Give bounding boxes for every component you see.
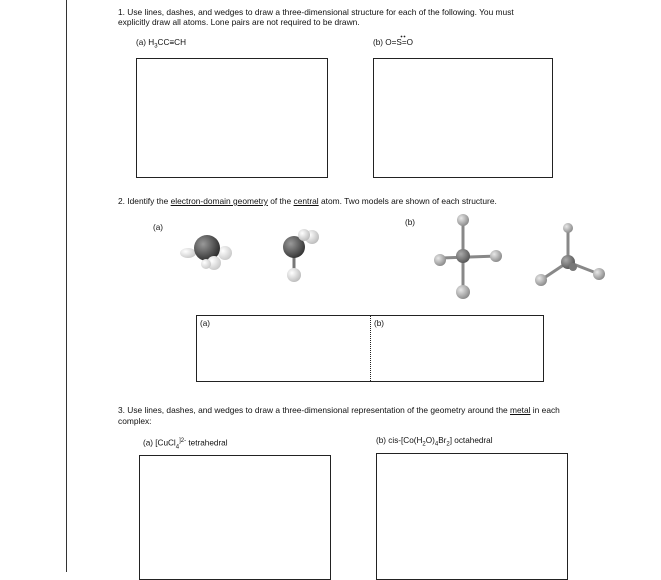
q2b-answer-label: (b)	[374, 319, 385, 328]
q3-instruction-line1: 3. Use lines, dashes, and wedges to draw a three-dimensional representation of the geometry around the metal in each	[118, 405, 560, 415]
q1b-answer-box[interactable]	[373, 58, 553, 178]
q2b-label: (b)	[405, 218, 416, 227]
q3a-answer-box[interactable]	[139, 455, 331, 580]
q2a-label: (a)	[153, 223, 164, 232]
q3a-label: (a) [CuCl$_4^{]2-}$ tetrahedral	[143, 438, 228, 451]
q1-instruction-line2: explicitly draw all atoms. Lone pairs are not required to be drawn.	[118, 17, 360, 27]
q2-instruction: 2. Identify the electron-domain geometry of the central atom. Two models are shown of each structure.	[118, 196, 497, 206]
q3-instruction-line2: complex:	[118, 416, 152, 426]
central-link: central	[293, 196, 319, 206]
water-model-side-image	[278, 225, 323, 285]
metal-link: metal	[510, 405, 531, 415]
q2a-answer-label: (a)	[200, 319, 211, 328]
lone-pair-dots	[400, 35, 406, 38]
tetrahedral-model-front-image	[428, 210, 498, 300]
tetrahedral-model-side-image	[535, 222, 610, 292]
q1a-label: (a) $H_3CC\equiv CH$	[136, 38, 186, 50]
q1-instruction-line1: 1. Use lines, dashes, and wedges to draw a three-dimensional structure for each of the following. You must	[118, 7, 514, 17]
q1a-answer-box[interactable]	[136, 58, 328, 178]
water-model-front-image	[178, 228, 248, 278]
q3b-label: (b) cis-$[Co(H_2O)_4Br_2]$ octahedral	[376, 436, 493, 448]
q1b-label: (b) O=S=O	[373, 38, 414, 47]
electron-domain-geometry-link: electron-domain geometry	[170, 196, 268, 206]
q3b-answer-box[interactable]	[376, 453, 568, 580]
page-margin-line	[66, 0, 67, 572]
q2-answer-divider	[370, 316, 371, 381]
